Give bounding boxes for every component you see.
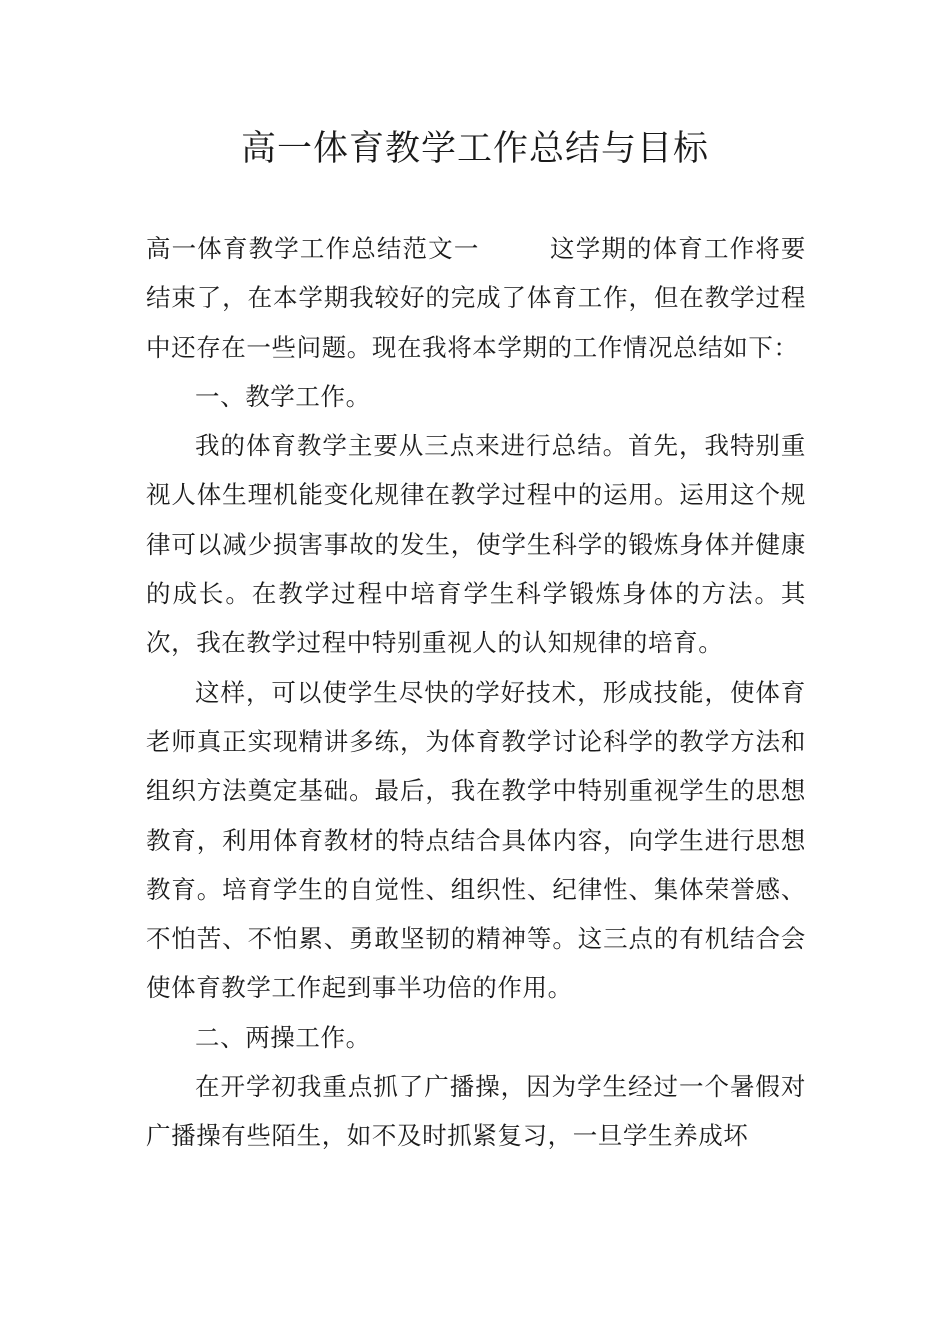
body-paragraph: 我的体育教学主要从三点来进行总结。首先，我特别重视人体生理机能变化规律在教学过程中的运用。运用这个规律可以减少损害事故的发生，使学生科学的锻炼身体并健康的成长。在教学过程中培育学生科学锻炼身体的方法。其次，我在教学过程中特别重视人的认知规律的培育。 [146, 431, 806, 658]
intro-text: 这学期的体育工作将要结束了，在本学期我较好的完成了体育工作，但在教学过程中还存在一些问题。现在我将本学期的工作情况总结如下： [146, 234, 806, 362]
intro-paragraph [146, 224, 806, 372]
section-heading-teaching: 一、教学工作。 [195, 381, 371, 411]
document-title: 高一体育教学工作总结与目标 [240, 129, 709, 169]
body-paragraph: 在开学初我重点抓了广播操，因为学生经过一个暑假对广播操有些陌生，如不及时抓紧复习，一旦学生养成坏 [146, 1072, 806, 1151]
body-paragraph: 这样，可以使学生尽快的学好技术，形成技能，使体育老师真正实现精讲多练，为体育教学讨论科学的教学方法和组织方法奠定基础。最后，我在教学中特别重视学生的思想教育，利用体育教材的特点结合具体内容，向学生进行思想教育。培育学生的自觉性、组织性、纪律性、集体荣誉感、不怕苦、不怕累、勇敢坚韧的精神等。这三点的有机结合会使体育教学工作起到事半功倍的作用。 [146, 677, 806, 1003]
document-body [146, 224, 806, 1161]
section-heading-exercises: 二、两操工作。 [195, 1022, 371, 1052]
intro-label: 高一体育教学工作总结范文一 [146, 234, 480, 263]
